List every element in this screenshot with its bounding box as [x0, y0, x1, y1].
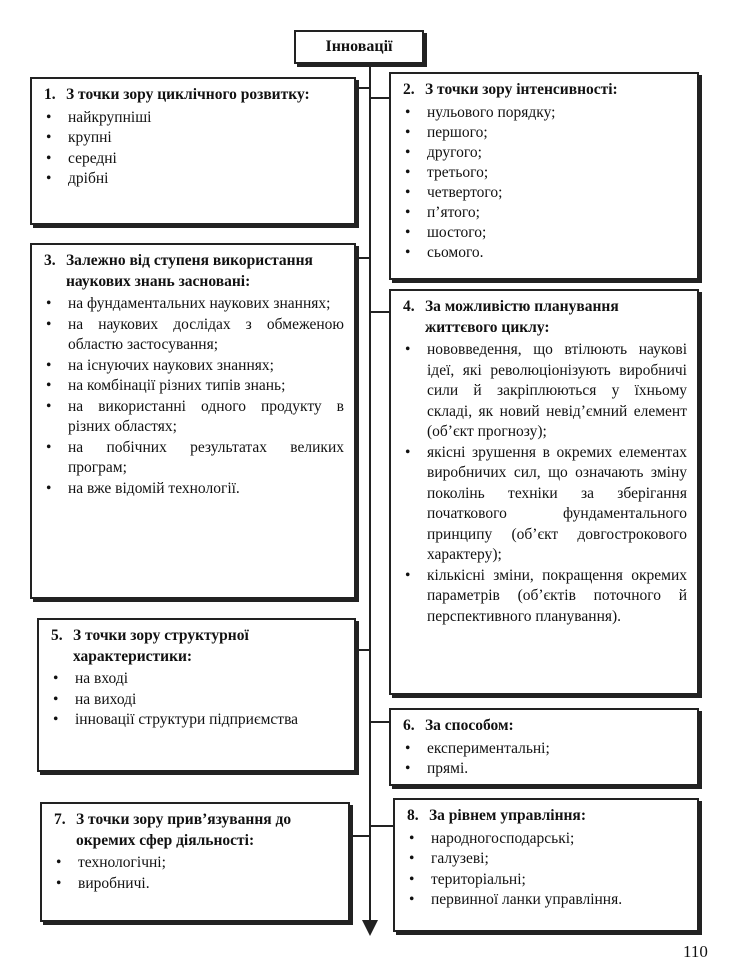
list-item: • першого;	[403, 123, 687, 143]
list-item: • нововведення, що втілюють наукові ідеї, які революціонізують виробничі сили й закріплюються у їхньому складі, як новий невід’ємний елемент (об’єкт прогнозу);	[403, 340, 687, 443]
category-box-7	[40, 802, 350, 922]
category-heading-2	[403, 80, 687, 101]
category-heading-1	[44, 85, 344, 106]
list-item: • другого;	[403, 143, 687, 163]
list-item: • територіальні;	[407, 870, 687, 891]
category-box-8	[393, 798, 699, 932]
category-number: 3.	[44, 252, 56, 269]
category-title: З точки зору циклічного розвитку:	[66, 86, 310, 103]
category-list-5	[51, 669, 344, 731]
list-item: • на побічних результатах великих програм;	[44, 438, 344, 479]
category-heading-7	[54, 810, 338, 851]
category-title: З точки зору інтенсивності:	[425, 81, 618, 98]
category-list-7	[54, 853, 338, 894]
list-item: • виробничі.	[54, 874, 338, 895]
category-number: 6.	[403, 717, 415, 734]
list-item: • на виході	[51, 690, 344, 711]
list-item: • на вході	[51, 669, 344, 690]
list-item: • на наукових дослідах з обмеженою областю застосування;	[44, 315, 344, 356]
list-item: • на вже відомій технології.	[44, 479, 344, 500]
category-heading-3	[44, 251, 344, 292]
list-item: • нульового порядку;	[403, 103, 687, 123]
category-heading-4	[403, 297, 687, 338]
category-number: 4.	[403, 298, 415, 315]
category-title: За рівнем управління:	[429, 807, 586, 824]
list-item: • на комбінації різних типів знань;	[44, 376, 344, 397]
list-item: • третього;	[403, 163, 687, 183]
list-item: • на використанні одного продукту в різних областях;	[44, 397, 344, 438]
category-box-1	[30, 77, 356, 225]
category-list-1	[44, 108, 344, 190]
page-number: 110	[683, 942, 708, 961]
trunk-arrowhead	[362, 920, 378, 936]
list-item: • галузеві;	[407, 849, 687, 870]
category-list-8	[407, 829, 687, 911]
list-item: • на фундаментальних наукових знаннях;	[44, 294, 344, 315]
category-list-3	[44, 294, 344, 499]
category-title: За способом:	[425, 717, 514, 734]
category-title: Залежно від ступеня використання наукових знань засновані:	[66, 252, 313, 290]
category-heading-8	[407, 806, 687, 827]
list-item: • п’ятого;	[403, 203, 687, 223]
category-heading-6	[403, 716, 687, 737]
title-box	[294, 30, 424, 64]
diagram-title: Інновації	[325, 38, 393, 55]
list-item: • якісні зрушення в окремих елементах виробничих сил, що означають зміну поколінь техніки за зберігання початкового фундаментального принципу (об’єкт довгострокового характеру);	[403, 443, 687, 566]
category-title: За можливістю планування життєвого циклу:	[425, 298, 619, 336]
list-item: • на існуючих наукових знаннях;	[44, 356, 344, 377]
category-box-6	[389, 708, 699, 786]
category-box-2	[389, 72, 699, 280]
list-item: • середні	[44, 149, 344, 170]
category-title: З точки зору структурної характеристики:	[73, 627, 249, 665]
category-list-6	[403, 739, 687, 780]
list-item: • дрібні	[44, 169, 344, 190]
list-item: • первинної ланки управління.	[407, 890, 687, 911]
category-box-4	[389, 289, 699, 695]
list-item: • крупні	[44, 128, 344, 149]
list-item: • найкрупніші	[44, 108, 344, 129]
list-item: • інновації структури підприємства	[51, 710, 344, 731]
category-box-3	[30, 243, 356, 599]
list-item: • експериментальні;	[403, 739, 687, 760]
category-list-2	[403, 103, 687, 263]
category-list-4	[403, 340, 687, 627]
category-heading-5	[51, 626, 344, 667]
category-number: 8.	[407, 807, 419, 824]
list-item: • четвертого;	[403, 183, 687, 203]
list-item: • народногосподарські;	[407, 829, 687, 850]
list-item: • шостого;	[403, 223, 687, 243]
category-number: 2.	[403, 81, 415, 98]
category-box-5	[37, 618, 356, 772]
category-number: 5.	[51, 627, 63, 644]
category-title: З точки зору прив’язування до окремих сфер діяльності:	[76, 811, 292, 849]
category-number: 7.	[54, 811, 66, 828]
list-item: • прямі.	[403, 759, 687, 780]
list-item: • сьомого.	[403, 243, 687, 263]
list-item: • кількісні зміни, покращення окремих параметрів (об’єктів поточного й перспективного планування).	[403, 566, 687, 628]
category-number: 1.	[44, 86, 56, 103]
list-item: • технологічні;	[54, 853, 338, 874]
